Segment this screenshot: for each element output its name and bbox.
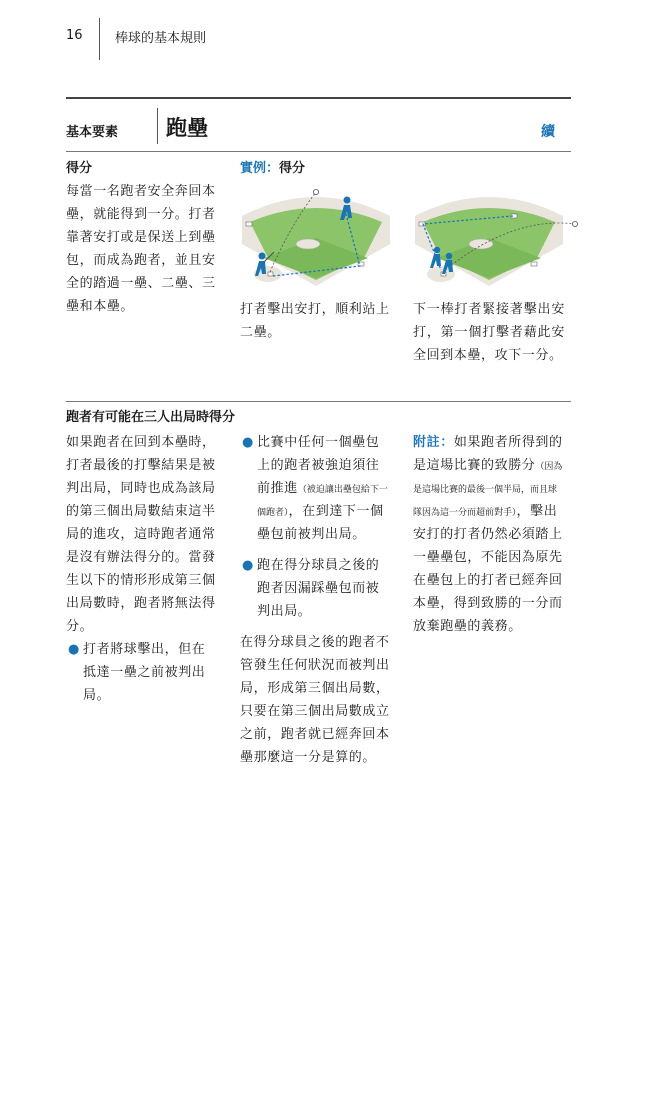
section-divider bbox=[157, 108, 158, 144]
third-out-col2-body: 在得分球員之後的跑者不管發生任何狀況而被判出局，形成第三個出局數，只要在第三個出局數成立之前，跑者就已經奔回本壘那麼這一分是算的。 bbox=[240, 635, 390, 765]
scoring-body: 每當一名跑者安全奔回本壘，就能得到一分。打者靠著安打或是保送上到壘包，而成為跑者，並且安全的踏過一壘、二壘、三壘和本壘。 bbox=[66, 184, 216, 314]
field-diagram-2 bbox=[413, 186, 583, 286]
example-heading bbox=[240, 157, 305, 176]
third-out-heading: 跑者有可能在三人出局時得分 bbox=[66, 410, 236, 425]
top-rule bbox=[66, 97, 571, 99]
middle-rule bbox=[66, 401, 571, 402]
list-item-text: 比賽中任何一個壘包上的跑者被強迫須往前推進 bbox=[257, 435, 380, 496]
example-caption-2: 下一棒打者緊接著擊出安打，第一個打擊者藉此安全回到本壘，攻下一分。 bbox=[413, 302, 565, 363]
third-out-column-1 bbox=[66, 431, 216, 707]
third-out-col1-body: 如果跑者在回到本壘時，打者最後的打擊結果是被判出局，同時也成為該局的第三個出局數結束這半局的進攻，這時跑者通常是沒有辦法得分的。當發生以下的情形形成第三個出局數時，跑者將無法得分。 bbox=[66, 435, 216, 634]
bullet-icon: ● bbox=[242, 558, 254, 573]
example-caption-1: 打者擊出安打，順利站上二壘。 bbox=[240, 302, 390, 340]
field-diagram-1 bbox=[240, 186, 392, 286]
note-label: 附註： bbox=[413, 435, 454, 450]
list-item-text: 跑在得分球員之後的跑者因漏踩壘包而被判出局。 bbox=[257, 558, 380, 619]
header-divider bbox=[99, 18, 100, 60]
example-label: 實例： bbox=[240, 161, 280, 176]
third-out-note bbox=[413, 431, 565, 638]
note-text: 如果跑者所得到的是這場比賽的致勝分 bbox=[413, 435, 563, 473]
list-item bbox=[240, 431, 390, 546]
page-number: 16 bbox=[66, 28, 83, 43]
list-item-small-note: （被迫讓出壘包給下一個跑者） bbox=[257, 485, 388, 518]
list-item-text: 打者將球擊出，但在抵達一壘之前被判出局。 bbox=[83, 642, 206, 703]
bullet-icon: ● bbox=[68, 642, 80, 657]
third-out-column-2 bbox=[240, 431, 390, 769]
list-item bbox=[66, 638, 216, 707]
running-title: 棒球的基本規則 bbox=[115, 31, 207, 46]
third-out-col2-list bbox=[240, 431, 390, 623]
list-item bbox=[240, 554, 390, 623]
note-text-cont: ，擊出安打的打者仍然必須踏上一壘壘包，不能因為原先在壘包上的打者已經奔回本壘，得到致勝的一分而放棄跑壘的義務。 bbox=[413, 504, 563, 634]
section-label: 基本要素 bbox=[66, 125, 119, 140]
bullet-icon: ● bbox=[242, 435, 254, 450]
example-title: 得分 bbox=[279, 161, 306, 176]
scoring-heading: 得分 bbox=[66, 161, 93, 176]
third-out-col1-list bbox=[66, 638, 216, 707]
list-item-text-cont: ，在到達下一個壘包前被判出局。 bbox=[257, 504, 384, 542]
note-small: （因為是這場比賽的最後一個半局，而且球隊因為這一分而超前對手） bbox=[413, 462, 563, 518]
section-title: 跑壘 bbox=[166, 116, 208, 140]
section-rule bbox=[66, 151, 571, 152]
continued-label: 續 bbox=[541, 124, 555, 140]
